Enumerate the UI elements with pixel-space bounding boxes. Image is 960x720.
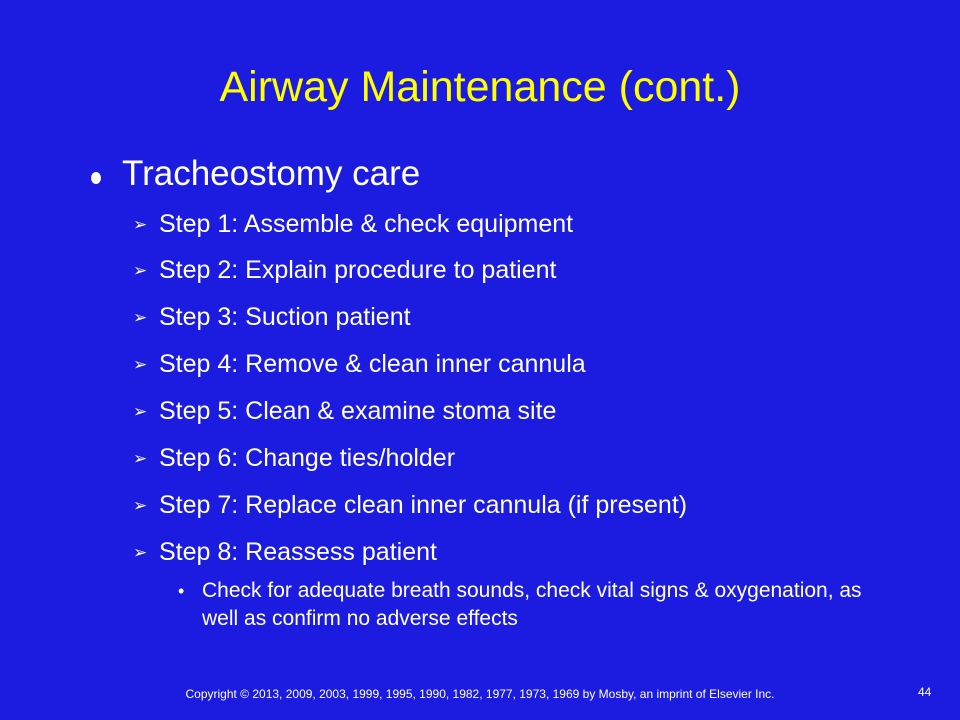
main-bullet-dot-icon [91,172,101,184]
arrow-bullet-icon: ➢ [133,261,148,280]
copyright-footer: Copyright © 2013, 2009, 2003, 1999, 1995, 1990, 1982, 1977, 1973, 1969 by Mosby, an imprint of Elsevier Inc. [185,687,775,701]
step-item [133,206,573,242]
step-text: Step 4: Remove & clean inner cannula [159,350,586,378]
step-item [133,534,437,570]
step-text: Step 7: Replace clean inner cannula (if present) [159,491,688,519]
arrow-bullet-icon: ➢ [133,402,148,421]
step-item [133,299,411,335]
arrow-bullet-icon: ➢ [133,355,148,374]
step-item [133,393,556,429]
step-item [133,346,586,382]
step-item [133,487,687,523]
step-text: Step 6: Change ties/holder [159,444,456,472]
step-text: Step 3: Suction patient [159,303,411,331]
arrow-bullet-icon: ➢ [133,496,148,515]
arrow-bullet-icon: ➢ [133,449,148,468]
arrow-bullet-icon: ➢ [133,543,148,562]
arrow-bullet-icon: ➢ [133,215,148,234]
step-item [133,440,455,476]
step-text: Step 8: Reassess patient [159,538,437,566]
main-bullet: Tracheostomy care [122,154,421,193]
step-text: Step 5: Clean & examine stoma site [159,397,557,425]
sub-bullet-text: Check for adequate breath sounds, check vital signs & oxygenation, as well as confirm no adverse effects [202,579,862,630]
arrow-bullet-icon: ➢ [133,308,148,327]
step-text: Step 2: Explain procedure to patient [159,256,557,284]
sub-bullet-dot-icon: • [178,581,185,601]
page-number: 44 [918,685,932,699]
step-item [133,252,557,288]
slide-title: Airway Maintenance (cont.) [219,63,741,111]
step-text: Step 1: Assemble & check equipment [159,210,574,238]
